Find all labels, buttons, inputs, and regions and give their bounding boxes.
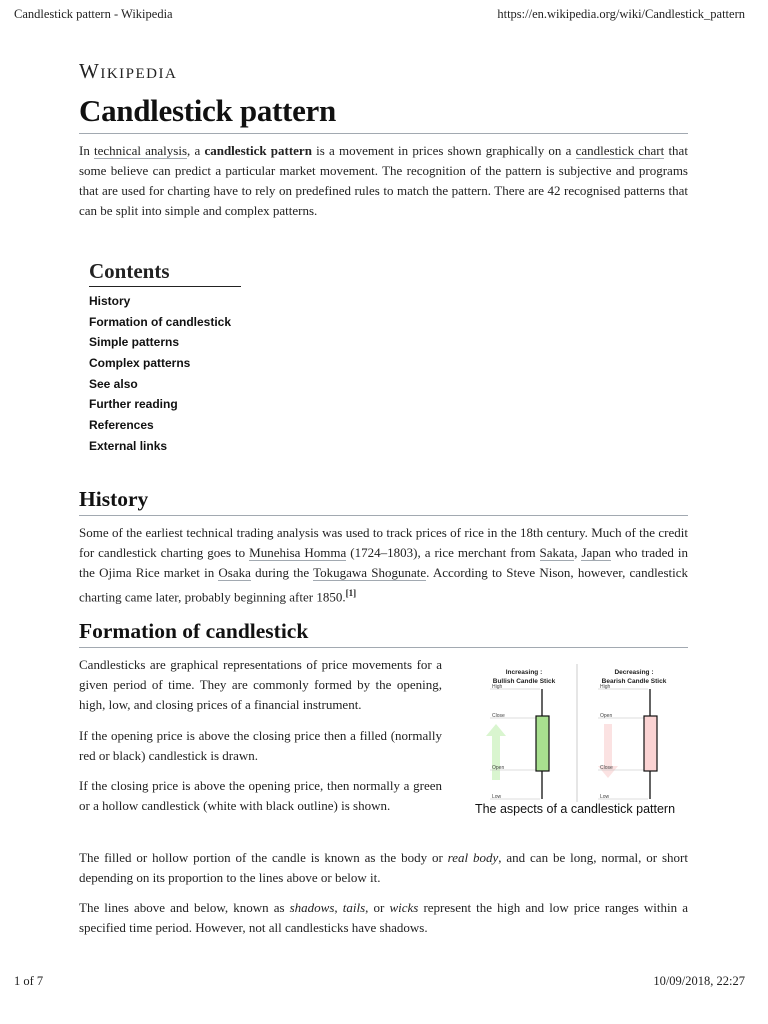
intro-paragraph: In technical analysis, a candlestick pattern is a movement in prices shown graphically on a candlestick chart that some believe can predict a particular market movement. The recognition of the pattern is subjective and programs that are used for charting have to rely on predefined rules to match the pattern. There are 42 recognised patterns that can be split into simple and complex patterns. xyxy=(79,143,688,218)
formation-paragraph-2: If the opening price is above the closing price then a filled (normally red or black) candlestick is drawn. xyxy=(79,728,442,763)
reference-1[interactable]: [1] xyxy=(345,588,357,598)
print-timestamp: 10/09/2018, 22:27 xyxy=(653,974,745,988)
bullish-title: Increasing : xyxy=(505,669,543,676)
bearish-label-close: Close xyxy=(600,765,613,771)
page-title-header: Candlestick pattern - Wikipedia xyxy=(14,7,173,21)
candlestick-diagram xyxy=(470,660,688,820)
link-japan[interactable]: Japan xyxy=(581,545,612,560)
link-sakata[interactable]: Sakata xyxy=(539,545,575,560)
article-title: Candlestick pattern xyxy=(79,93,688,134)
bearish-subtitle: Bearish Candle Stick xyxy=(601,678,667,685)
term-shadows: shadows xyxy=(289,900,335,915)
toc-list xyxy=(89,293,231,459)
up-arrow-icon xyxy=(486,724,506,780)
print-header xyxy=(0,7,768,27)
toc-item-history[interactable]: History xyxy=(89,294,131,308)
bullish-label-high: High xyxy=(492,684,503,690)
toc-title: Contents xyxy=(89,259,241,287)
toc-item-see-also[interactable]: See also xyxy=(89,376,138,391)
toc-item-complex-patterns[interactable]: Complex patterns xyxy=(89,356,191,371)
formation-paragraph-3: If the closing price is above the opening price, then normally a green or a hollow candlestick (white with black outline) is shown. xyxy=(79,778,442,813)
history-paragraph: Some of the earliest technical trading analysis was used to track prices of rice in the 18th century. Much of the credit for candlestick charting goes to Munehisa Homma (1724–1803), a rice merchant from Sakata, Japan who traded in the Ojima Rice market in Osaka during the Tokugawa Shogunate. According to Steve Nison, however, candlestick charting came later, probably beginning after 1850.[1] xyxy=(79,525,689,605)
bullish-candle-body xyxy=(536,716,549,771)
term-wicks: wicks xyxy=(389,900,419,915)
wikipedia-logo[interactable]: Wikipedia xyxy=(79,59,178,83)
bearish-title: Decreasing : xyxy=(614,669,654,676)
formation-paragraph-5: The lines above and below, known as shadows, tails, or wicks represent the high and low price ranges within a specified time period. However, not all candlesticks have shadows. xyxy=(79,900,688,935)
bearish-label-high: High xyxy=(600,684,611,690)
toc-item-further-reading[interactable]: Further reading xyxy=(89,397,178,412)
formation-paragraph-4: The filled or hollow portion of the candle is known as the body or real body, and can be long, normal, or short depending on its proportion to the lines above or below it. xyxy=(79,850,688,885)
term-real-body: real body xyxy=(447,850,499,865)
bullish-subtitle: Bullish Candle Stick xyxy=(492,678,556,685)
bullish-label-low: Low xyxy=(492,794,502,800)
formation-paragraph-1: Candlesticks are graphical representations of price movements for a given period of time. They are commonly formed by the opening, high, low, and closing prices of a financial instrument. xyxy=(79,657,442,712)
link-munehisa-homma[interactable]: Munehisa Homma xyxy=(249,545,347,560)
toc-item-external-links[interactable]: External links xyxy=(89,438,168,453)
link-tokugawa-shogunate[interactable]: Tokugawa Shogunate xyxy=(313,565,427,580)
figure-caption: The aspects of a candlestick pattern xyxy=(474,802,676,816)
toc-item-simple-patterns[interactable]: Simple patterns xyxy=(89,335,180,350)
bearish-label-low: Low xyxy=(600,794,610,800)
bearish-label-open: Open xyxy=(600,713,613,719)
link-candlestick-chart[interactable]: candlestick chart xyxy=(575,143,665,158)
bullish-label-open: Open xyxy=(492,765,505,771)
bold-term: candlestick pattern xyxy=(204,143,312,158)
bearish-candle-body xyxy=(644,716,657,771)
toc-item-references[interactable]: References xyxy=(89,418,154,433)
print-footer xyxy=(0,974,768,994)
link-technical-analysis[interactable]: technical analysis xyxy=(94,143,188,158)
page-counter: 1 of 7 xyxy=(14,974,44,988)
bullish-label-close: Close xyxy=(492,713,505,719)
section-heading-formation: Formation of candlestick xyxy=(79,619,688,648)
link-osaka[interactable]: Osaka xyxy=(218,565,251,580)
section-heading-history: History xyxy=(79,487,688,516)
toc-item-formation[interactable]: Formation of candlestick xyxy=(89,314,232,329)
term-tails: tails xyxy=(342,900,366,915)
page-url[interactable]: https://en.wikipedia.org/wiki/Candlestick_pattern xyxy=(497,7,745,21)
